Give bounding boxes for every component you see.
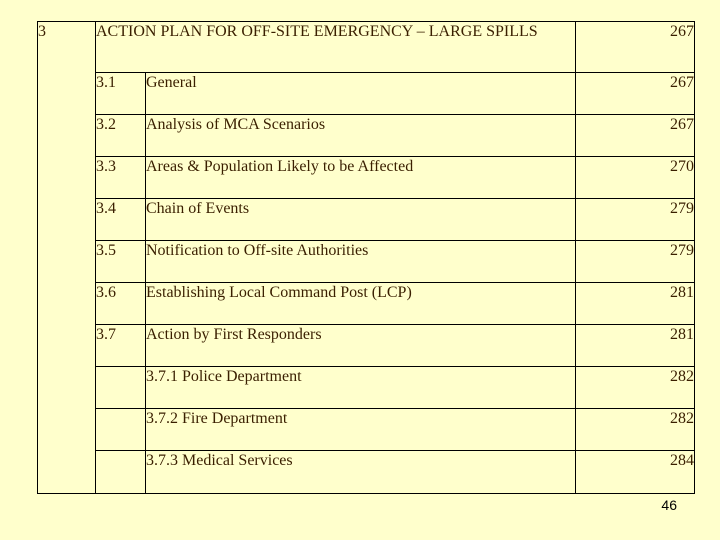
section-number: 3.6 xyxy=(96,283,146,325)
section-number: 3.5 xyxy=(96,241,146,283)
section-page: 281 xyxy=(576,283,695,325)
subsection-page: 284 xyxy=(576,451,695,494)
table-of-contents xyxy=(37,21,695,494)
empty-cell xyxy=(96,451,146,494)
section-page: 281 xyxy=(576,325,695,367)
section-title: Notification to Off-site Authorities xyxy=(146,241,576,283)
section-title: Analysis of MCA Scenarios xyxy=(146,115,576,157)
table-row xyxy=(38,241,695,283)
subsection-title: 3.7.2 Fire Department xyxy=(146,409,576,451)
section-number: 3.2 xyxy=(96,115,146,157)
section-page: 270 xyxy=(576,157,695,199)
table-row xyxy=(38,367,695,409)
chapter-row xyxy=(38,22,695,73)
section-number: 3.7 xyxy=(96,325,146,367)
subsection-page: 282 xyxy=(576,367,695,409)
section-title: Areas & Population Likely to be Affected xyxy=(146,157,576,199)
slide-number: 46 xyxy=(661,497,677,513)
table-row xyxy=(38,115,695,157)
table-row xyxy=(38,451,695,494)
section-page: 279 xyxy=(576,199,695,241)
section-page: 279 xyxy=(576,241,695,283)
section-number: 3.4 xyxy=(96,199,146,241)
chapter-number: 3 xyxy=(38,22,96,494)
table-row xyxy=(38,199,695,241)
empty-cell xyxy=(96,367,146,409)
chapter-title: ACTION PLAN FOR OFF-SITE EMERGENCY – LARGE SPILLS xyxy=(96,22,576,73)
table-row xyxy=(38,325,695,367)
subsection-title: 3.7.1 Police Department xyxy=(146,367,576,409)
section-page: 267 xyxy=(576,115,695,157)
table-row xyxy=(38,157,695,199)
subsection-title: 3.7.3 Medical Services xyxy=(146,451,576,494)
section-title: Chain of Events xyxy=(146,199,576,241)
table-row xyxy=(38,73,695,115)
section-number: 3.3 xyxy=(96,157,146,199)
section-number: 3.1 xyxy=(96,73,146,115)
section-page: 267 xyxy=(576,73,695,115)
empty-cell xyxy=(96,409,146,451)
table-row xyxy=(38,409,695,451)
section-title: General xyxy=(146,73,576,115)
section-title: Establishing Local Command Post (LCP) xyxy=(146,283,576,325)
table-row xyxy=(38,283,695,325)
subsection-page: 282 xyxy=(576,409,695,451)
section-title: Action by First Responders xyxy=(146,325,576,367)
chapter-page: 267 xyxy=(576,22,695,73)
